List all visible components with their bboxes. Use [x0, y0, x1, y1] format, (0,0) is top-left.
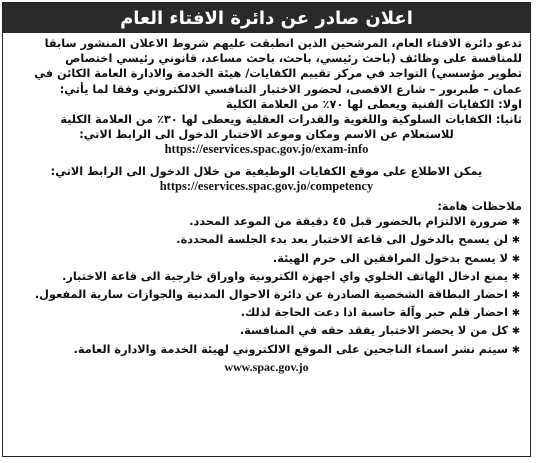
first-criterion: اولا: الكفايات الفنية ويعطى لها ٧٠٪ من العلامة الكلية — [225, 97, 522, 111]
star-bullet-icon: ✱ — [511, 308, 521, 320]
note-item — [11, 287, 522, 303]
note-item — [11, 342, 522, 358]
note-item — [11, 269, 522, 285]
note-text: سيتم نشر اسماء الناجحين على الموقع الالكتروني لهيئة الخدمة والادارة العامة. — [73, 342, 508, 356]
announcement-body — [3, 33, 530, 375]
competency-instruction: يمكن الاطلاع على موقع الكفايات الوظيفية من خلال الدخول الى الرابط الاتي: — [50, 164, 483, 178]
note-text: يمنع ادخال الهاتف الخلوي واي اجهزة الكترونية واوراق خارجية الى قاعة الاختبار. — [62, 269, 508, 283]
star-bullet-icon: ✱ — [511, 326, 521, 338]
intro-line: عمان – طبربور – شارع الاقصى، لحضور الاختبار التنافسي الالكتروني وفقا لما يأتي: — [59, 82, 522, 96]
note-text: لن يسمح بالدخول الى قاعة الاختبار بعد بدء الجلسة المحددة. — [176, 233, 508, 247]
star-bullet-icon: ✱ — [511, 344, 521, 356]
star-bullet-icon: ✱ — [511, 253, 521, 265]
intro-line: تطوير مؤسسي) التواجد في مركز تقييم الكفايات/ هيئة الخدمة والادارة العامة الكائن في — [34, 67, 522, 81]
note-text: احضار البطاقة الشخصية الصادرة عن دائرة الاحوال المدنية والجوازات سارية المفعول. — [34, 288, 508, 302]
notes-title: ملاحظات هامة: — [437, 200, 522, 214]
star-bullet-icon: ✱ — [511, 217, 521, 229]
note-text: لا يسمح بدخول المرافقين الى حرم الهيئة. — [272, 251, 508, 265]
intro-line: للمنافسة على وظائف (باحث رئيسي، باحث، باحث مساعد، قانوني رئيسي اختصاص — [65, 52, 522, 66]
intro-line: تدعو دائرة الافتاء العام، المرشحين الذين انطبقت عليهم شروط الاعلان المنشور سابقا — [44, 37, 522, 50]
announcement-frame — [2, 2, 531, 457]
star-bullet-icon: ✱ — [511, 290, 521, 302]
notes-list — [11, 214, 522, 358]
note-item — [11, 214, 522, 230]
note-item — [11, 323, 522, 339]
exam-info-link[interactable]: https://eservices.spac.gov.jo/exam-info — [164, 142, 369, 157]
exam-info-instruction: للاستعلام عن الاسم ومكان وموعد الاختبار الدخول الى الرابط الاتي: — [79, 128, 454, 142]
star-bullet-icon: ✱ — [511, 271, 521, 283]
note-item — [11, 232, 522, 248]
competency-link[interactable]: https://eservices.spac.gov.jo/competency — [159, 178, 374, 193]
website-url[interactable]: www.spac.gov.jo — [224, 359, 309, 374]
note-text: احضار قلم حبر وآلة حاسبة اذا دعت الحاجة لذلك. — [240, 306, 508, 320]
note-item — [11, 251, 522, 267]
note-item — [11, 305, 522, 321]
second-criterion: ثانيا: الكفايات السلوكية واللغوية والقدرات العقلية ويعطى لها ٣٠٪ من العلامة الكلية — [60, 113, 522, 127]
note-text: كل من لا يحضر الاختبار يفقد حقه في المنافسة. — [239, 324, 508, 338]
star-bullet-icon: ✱ — [511, 235, 521, 247]
announcement-title: اعلان صادر عن دائرة الافتاء العام — [3, 3, 530, 33]
note-text: ضرورة الالتزام بالحضور قبل ٤٥ دقيقة من الموعد المحدد. — [189, 215, 508, 229]
